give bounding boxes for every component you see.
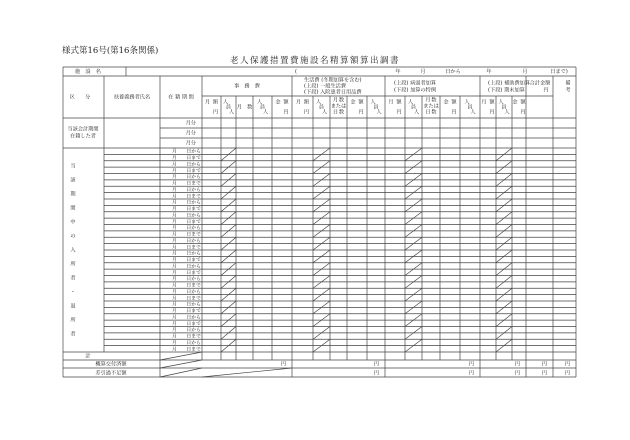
monthly-unit: 円 (212, 109, 219, 116)
monthly-sub: 月 (204, 99, 211, 106)
monthly-sub: 額 (489, 99, 495, 106)
period-row-label: 月 日まで (172, 207, 201, 213)
persons-unit: 人 (504, 109, 510, 116)
persons-unit: 人 (376, 109, 382, 116)
period-row-label: 月 日から (172, 251, 201, 257)
yen-unit-mark: 円 (514, 361, 520, 368)
persons-sub: 員 (318, 104, 325, 111)
document-title: 老人保護措置費施設名精算額算出調書 (229, 56, 400, 66)
form-number: 様式第16号(第16条関係) (62, 46, 159, 56)
yen-unit-mark: 円 (541, 370, 547, 377)
days-sub: 月 (332, 97, 339, 104)
amount-unit: 円 (283, 109, 289, 116)
month-unit-label: 月分 (185, 140, 196, 147)
facility-name-label: 施 設 名 (75, 69, 101, 75)
persons-sub: 人 (256, 99, 263, 106)
period-row-label: 月 日まで (172, 156, 201, 162)
period-row-label: 月 日から (172, 315, 201, 321)
remarks-header-1: 備 (565, 80, 571, 87)
period-row-label: 月 日まで (172, 232, 201, 238)
monthly-unit: 円 (396, 109, 402, 116)
persons-unit: 人 (321, 109, 328, 116)
persons-sub: 員 (501, 104, 507, 111)
amount-sub: 金 (443, 99, 449, 106)
amount-sub: 額 (520, 99, 526, 106)
period-row-label: 月 日まで (172, 168, 201, 174)
monthly-sub: 額 (396, 99, 402, 106)
period-row-label: 月 日から (172, 264, 201, 270)
period-row-label: 月 日から (172, 289, 201, 295)
total-row-label: 計 (85, 353, 91, 360)
mid-group-char: 所 (70, 317, 76, 324)
persons-sub: 人 (498, 99, 504, 106)
approved-amount-label: 概算交付済額 (95, 361, 127, 368)
yen-unit-mark: 円 (564, 370, 570, 377)
mid-group-char: 入 (70, 247, 76, 254)
period-row-label: 月 日から (172, 238, 201, 244)
mid-group-char: の (70, 233, 76, 240)
monthly-sub: 月 (481, 99, 487, 106)
monthly-sub: 額 (303, 99, 310, 106)
period-row-label: 月 日から (172, 213, 201, 219)
period-row-label: 月 日まで (172, 181, 201, 187)
months-sub: 月 数 (236, 104, 253, 111)
period-row-label: 月 日まで (172, 283, 201, 289)
amount-unit: 円 (520, 109, 526, 116)
mid-group-char: 期 (70, 191, 76, 198)
mid-group-char: 退 (70, 303, 76, 310)
days-sub: 月 (425, 97, 431, 104)
persons-sub: 人 (315, 99, 322, 106)
living-cost-upper: (上段) 一般生活費 (304, 83, 347, 90)
total-amount-unit: 円 (543, 87, 549, 94)
diagonal-slash (160, 368, 202, 377)
persons-sub: 員 (467, 104, 473, 111)
persons-unit: 人 (470, 109, 476, 116)
diagonal-slash (202, 368, 292, 377)
period-open-paren: ( (294, 69, 298, 75)
monthly-sub: 月 (388, 99, 394, 106)
start-group-label: 当該会計期間 (67, 126, 99, 133)
table-grid-lines (63, 67, 576, 377)
period-row-label: 月 日まで (172, 258, 201, 264)
days-sub: または (330, 103, 347, 110)
days-sub: 日 (425, 109, 431, 116)
mid-group-char: 間 (70, 205, 76, 212)
period-row-label: 月 日まで (172, 334, 201, 340)
yen-unit-mark: 円 (280, 361, 286, 368)
period-row-label: 月 日から (172, 340, 201, 346)
yen-unit-mark: 円 (468, 370, 474, 377)
persons-sub: 員 (410, 104, 417, 111)
living-cost-lower: (下段) 入院患者日用品費 (304, 89, 362, 96)
category-header: 区 分 (69, 94, 91, 101)
support-addition-upper: (上段) 補助費加算 (488, 80, 531, 87)
yen-unit-mark: 円 (468, 361, 474, 368)
monthly-unit: 円 (489, 109, 495, 116)
month-unit-label: 月分 (185, 130, 196, 137)
period-row-label: 月 日から (172, 277, 201, 283)
year-label-from: 年 (395, 69, 401, 75)
persons-unit: 人 (262, 109, 269, 116)
monthly-sub: 月 (295, 99, 302, 106)
day-to-label: 日まで) (550, 69, 568, 75)
persons-sub: 員 (373, 104, 379, 111)
days-sub: または (423, 103, 439, 110)
yen-unit-mark: 円 (514, 370, 520, 377)
persons-sub: 人 (370, 99, 376, 106)
persons-sub: 人 (407, 99, 414, 106)
remarks-header-2: 考 (565, 87, 571, 94)
day-from-label: 日から (445, 69, 461, 75)
year-label-to: 年 (486, 69, 492, 75)
period-row-label: 月 日から (172, 200, 201, 206)
amount-sub: 金 (512, 99, 518, 106)
period-row-label: 月 日まで (172, 219, 201, 225)
yen-unit-mark: 円 (373, 361, 379, 368)
persons-sub: 員 (259, 104, 266, 111)
days-sub: 数 (338, 97, 345, 104)
persons-unit: 人 (413, 109, 420, 116)
mid-group-char: 中 (70, 219, 76, 226)
amount-unit: 円 (451, 109, 457, 116)
balance-label: 差引過不足額 (95, 370, 127, 377)
yen-unit-mark: 円 (541, 361, 547, 368)
mid-group-char: ・ (70, 289, 76, 296)
amount-unit: 円 (358, 109, 364, 116)
month-label-to: 月 (522, 69, 528, 75)
days-sub: 数 (431, 97, 437, 104)
monthly-unit: 円 (303, 109, 310, 116)
period-row-label: 月 日から (172, 149, 201, 155)
mid-group-char: 者 (70, 275, 76, 282)
persons-unit: 人 (228, 109, 235, 116)
yen-unit-mark: 円 (373, 370, 379, 377)
amount-sub: 額 (283, 99, 289, 106)
period-row-label: 月 日まで (172, 270, 201, 276)
period-row-label: 月 日まで (172, 321, 201, 327)
amount-sub: 金 (350, 99, 356, 106)
period-header: 在 籍 期 間 (168, 94, 194, 101)
mid-group-char: 該 (70, 177, 76, 184)
office-cost-header: 事 務 費 (234, 83, 260, 90)
period-row-label: 月 日まで (172, 245, 201, 251)
month-label-from: 月 (420, 69, 426, 75)
amount-sub: 金 (275, 99, 281, 106)
support-addition-lower: (下段) 期末加算 (488, 87, 525, 94)
days-sub: 日 (332, 109, 339, 116)
mid-group-char: 当 (70, 163, 76, 170)
period-row-label: 月 日から (172, 175, 201, 181)
period-row-label: 月 日まで (172, 309, 201, 315)
period-row-label: 月 日から (172, 328, 201, 334)
days-sub: 数 (431, 109, 437, 116)
persons-sub: 人 (222, 99, 229, 106)
mid-group-char: 所 (70, 261, 76, 268)
period-row-label: 月 日から (172, 302, 201, 308)
total-amount-header: 合計金額 (529, 80, 551, 87)
monthly-sub: 額 (212, 99, 219, 106)
period-row-label: 月 日まで (172, 296, 201, 302)
sick-addition-lower: (下段) 加算の特例 (394, 87, 437, 94)
amount-sub: 額 (358, 99, 364, 106)
period-row-label: 月 日から (172, 226, 201, 232)
living-cost-header: 生活費 (冬期加算を含む) (304, 77, 362, 84)
start-group-label: 在籍した者 (70, 133, 96, 140)
diagonal-slash (160, 352, 202, 360)
mid-group-char: 者 (70, 331, 76, 338)
amount-sub: 額 (451, 99, 457, 106)
period-row-label: 月 日から (172, 162, 201, 168)
persons-sub: 人 (464, 99, 470, 106)
yen-unit-mark: 円 (564, 361, 570, 368)
month-unit-label: 月分 (185, 120, 196, 127)
period-row-label: 月 日まで (172, 194, 201, 200)
period-row-label: 月 日まで (172, 347, 201, 353)
diagonal-slash (160, 360, 202, 368)
sick-addition-upper: (上段) 病弱者加算 (394, 80, 437, 87)
period-row-label: 月 日から (172, 187, 201, 193)
days-sub: 数 (338, 109, 345, 116)
obligor-header: 扶養義務者氏名 (113, 94, 151, 101)
persons-sub: 員 (225, 104, 232, 111)
